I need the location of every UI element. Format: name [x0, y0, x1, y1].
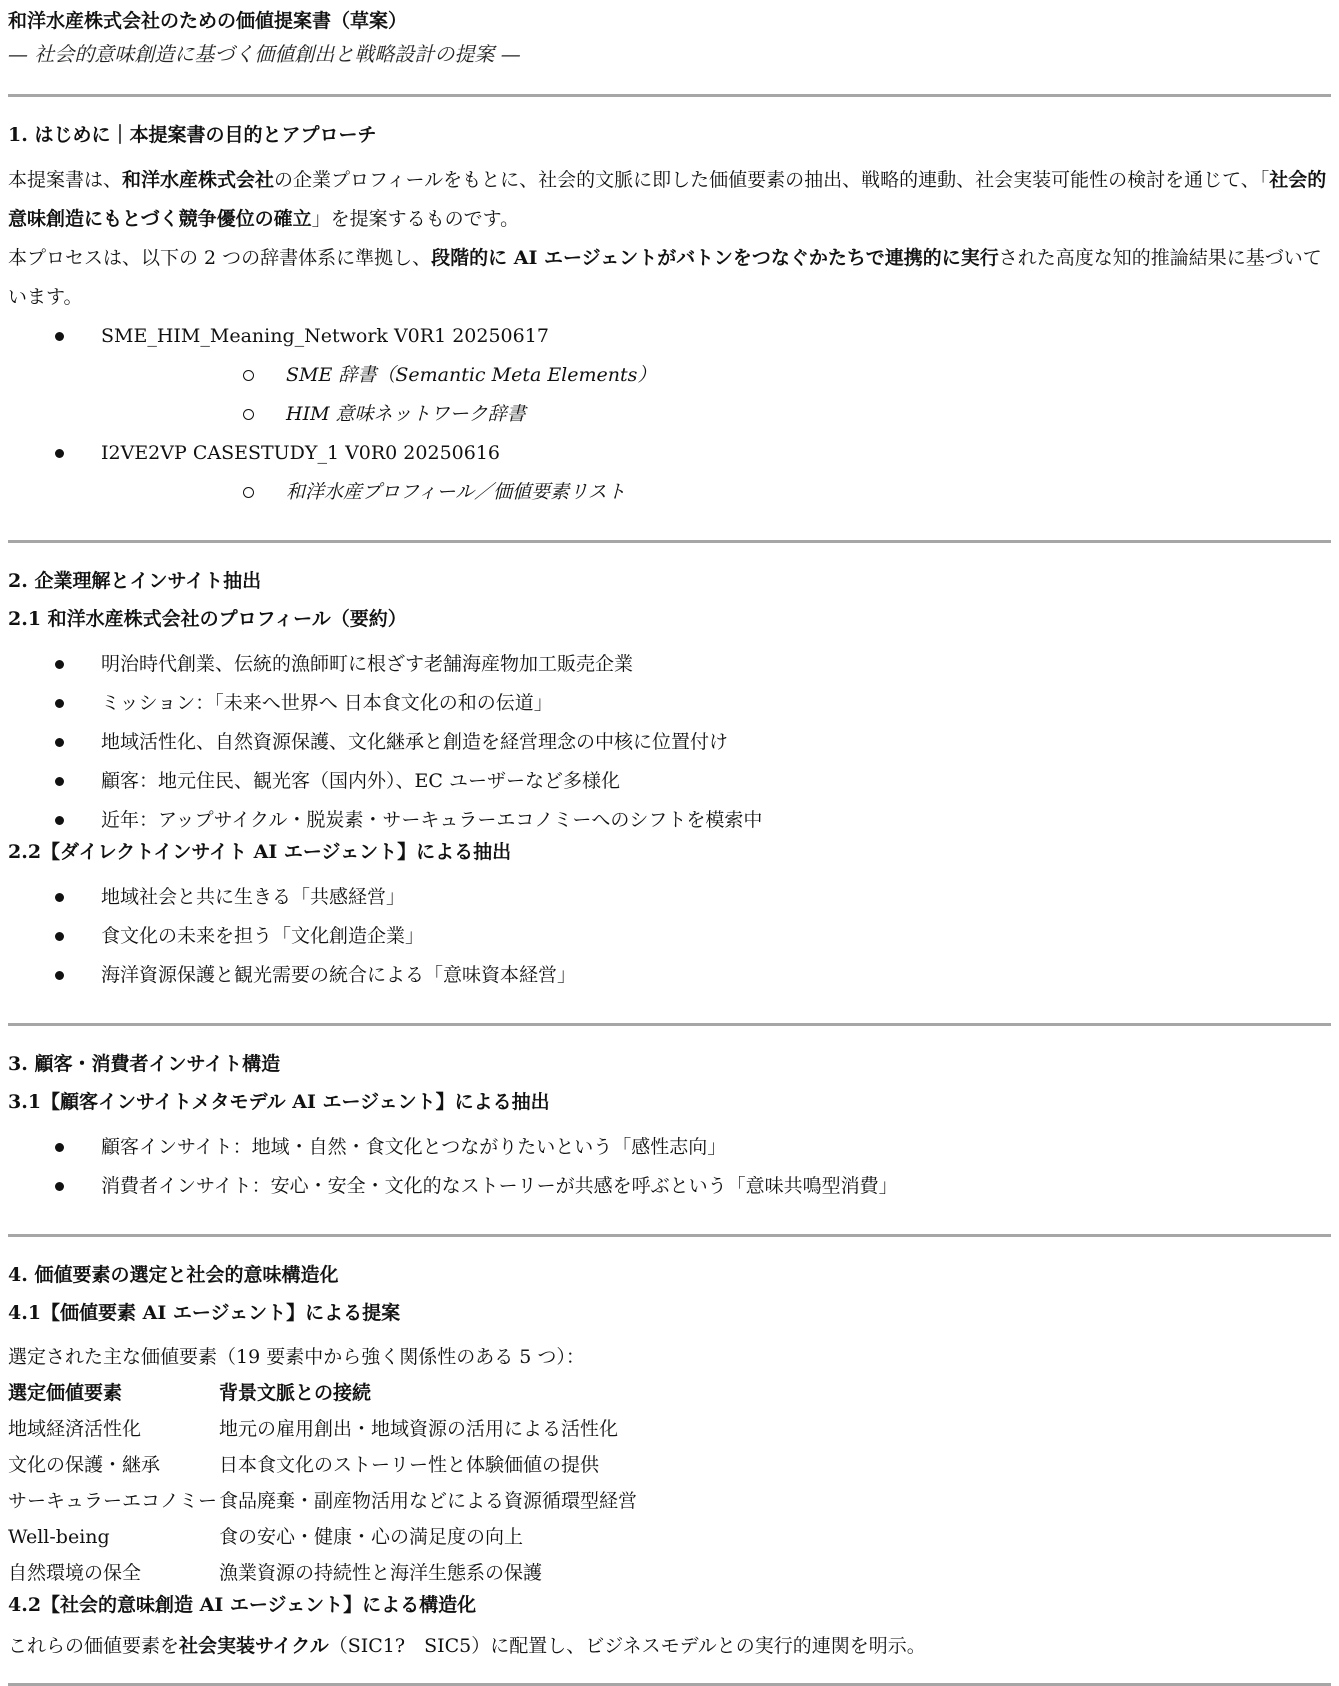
text-span: された高度な知的推論結果に基づいています。 [8, 247, 1322, 308]
list-item [8, 434, 1331, 512]
table-header-cell: 背景文脈との接続 [219, 1382, 372, 1404]
section-1-heading: 1. はじめに｜本提案書の目的とアプローチ [8, 124, 377, 146]
section-2-1-heading: 2.1 和洋水産株式会社のプロフィール（要約） [8, 608, 407, 630]
section-divider [8, 94, 1331, 97]
list-item: HIM 意味ネットワーク辞書 [101, 395, 1331, 434]
list-item: 消費者インサイト：安心・安全・文化的なストーリーが共感を呼ぶという「意味共鳴型消費」 [8, 1167, 1331, 1206]
table-cell: 日本食文化のストーリー性と体験価値の提供 [219, 1454, 600, 1476]
text-span: の企業プロフィールをもとに、社会的文脈に即した価値要素の抽出、戦略的連動、社会実装可能性の検討を通じて、「 [274, 169, 1270, 191]
list-item: 食文化の未来を担う「文化創造企業」 [8, 917, 1331, 956]
table-cell: 食の安心・健康・心の満足度の向上 [219, 1526, 524, 1548]
dictionary-name: I2VE2VP CASESTUDY_1 V0R0 20250616 [101, 442, 501, 464]
table-cell: 自然環境の保全 [8, 1562, 142, 1584]
section-3 [8, 1052, 1331, 1206]
section-4-2-paragraph [8, 1631, 1331, 1661]
text-span: 本提案書は、 [8, 169, 123, 191]
table-row [8, 1447, 637, 1483]
section-3-heading: 3. 顧客・消費者インサイト構造 [8, 1053, 281, 1075]
section-3-1-heading: 3.1【顧客インサイトメタモデル AI エージェント】による抽出 [8, 1091, 550, 1113]
dictionary-list [8, 317, 1331, 512]
table-row [8, 1483, 637, 1519]
table-cell: Well-being [8, 1526, 110, 1548]
section-1-paragraph-2 [8, 239, 1331, 317]
list-item: 近年：アップサイクル・脱炭素・サーキュラーエコノミーへのシフトを模索中 [8, 801, 1331, 840]
table-cell: 漁業資源の持続性と海洋生態系の保護 [219, 1562, 543, 1584]
section-divider [8, 540, 1331, 543]
section-1-paragraph-1 [8, 161, 1331, 239]
table-row [8, 1519, 637, 1555]
value-element-table [8, 1375, 637, 1591]
text-span: 本プロセスは、以下の 2 つの辞書体系に準拠し、 [8, 247, 432, 269]
list-item: 地域活性化、自然資源保護、文化継承と創造を経営理念の中核に位置付け [8, 723, 1331, 762]
key-phrase-bold: 社会実装サイクル [179, 1635, 329, 1657]
table-row [8, 1555, 637, 1591]
table-header-cell: 選定価値要素 [8, 1382, 123, 1404]
key-phrase-bold: 段階的に AI エージェントがバトンをつなぐかたちで連携的に実行 [431, 247, 999, 269]
section-divider [8, 1023, 1331, 1026]
list-item: 顧客インサイト：地域・自然・食文化とつながりたいという「感性志向」 [8, 1128, 1331, 1167]
list-item: SME 辞書（Semantic Meta Elements） [101, 356, 1331, 395]
text-span: 」を提案するものです。 [311, 208, 520, 230]
section-2-heading: 2. 企業理解とインサイト抽出 [8, 570, 262, 592]
document-subtitle: — 社会的意味創造に基づく価値創出と戦略設計の提案 — [8, 42, 521, 66]
table-header-row [8, 1375, 637, 1411]
section-4-1-intro: 選定された主な価値要素（19 要素中から強く関係性のある 5 つ）： [8, 1346, 585, 1368]
section-1 [8, 123, 1331, 512]
section-2-2-heading: 2.2【ダイレクトインサイト AI エージェント】による抽出 [8, 841, 512, 863]
table-cell: 地元の雇用創出・地域資源の活用による活性化 [219, 1418, 619, 1440]
customer-insight-list [8, 1128, 1331, 1206]
table-cell: サーキュラーエコノミー [8, 1490, 218, 1512]
section-4-heading: 4. 価値要素の選定と社会的意味構造化 [8, 1264, 339, 1286]
list-item: ミッション：「未来へ世界へ 日本食文化の和の伝道」 [8, 684, 1331, 723]
list-item: 海洋資源保護と観光需要の統合による「意味資本経営」 [8, 956, 1331, 995]
sub-list [101, 356, 1331, 434]
section-divider [8, 1234, 1331, 1237]
dictionary-name: SME_HIM_Meaning_Network V0R1 20250617 [101, 325, 549, 347]
document-title: 和洋水産株式会社のための価値提案書（草案） [8, 10, 408, 32]
profile-list [8, 645, 1331, 840]
table-cell: 地域経済活性化 [8, 1418, 142, 1440]
text-span: これらの価値要素を [8, 1635, 180, 1657]
sub-list [101, 473, 1331, 512]
list-item: 和洋水産プロフィール／価値要素リスト [101, 473, 1331, 512]
list-item: 明治時代創業、伝統的漁師町に根ざす老舗海産物加工販売企業 [8, 645, 1331, 684]
table-row [8, 1411, 637, 1447]
section-2 [8, 569, 1331, 995]
section-4-2-heading: 4.2【社会的意味創造 AI エージェント】による構造化 [8, 1594, 477, 1616]
table-cell: 食品廃棄・副産物活用などによる資源循環型経営 [219, 1490, 638, 1512]
company-name-bold: 和洋水産株式会社 [122, 169, 275, 191]
list-item [8, 317, 1331, 434]
list-item: 地域社会と共に生きる「共感経営」 [8, 878, 1331, 917]
list-item: 顧客：地元住民、観光客（国内外）、EC ユーザーなど多様化 [8, 762, 1331, 801]
table-cell: 文化の保護・継承 [8, 1454, 161, 1476]
section-4-1-heading: 4.1【価値要素 AI エージェント】による提案 [8, 1302, 401, 1324]
insight-list [8, 878, 1331, 995]
section-4 [8, 1263, 1331, 1661]
text-span: （SIC1? SIC5）に配置し、ビジネスモデルとの実行的連関を明示。 [328, 1635, 926, 1657]
key-phrase-bold: 社会的意味創造にもとづく競争優位の確立 [8, 169, 1327, 230]
